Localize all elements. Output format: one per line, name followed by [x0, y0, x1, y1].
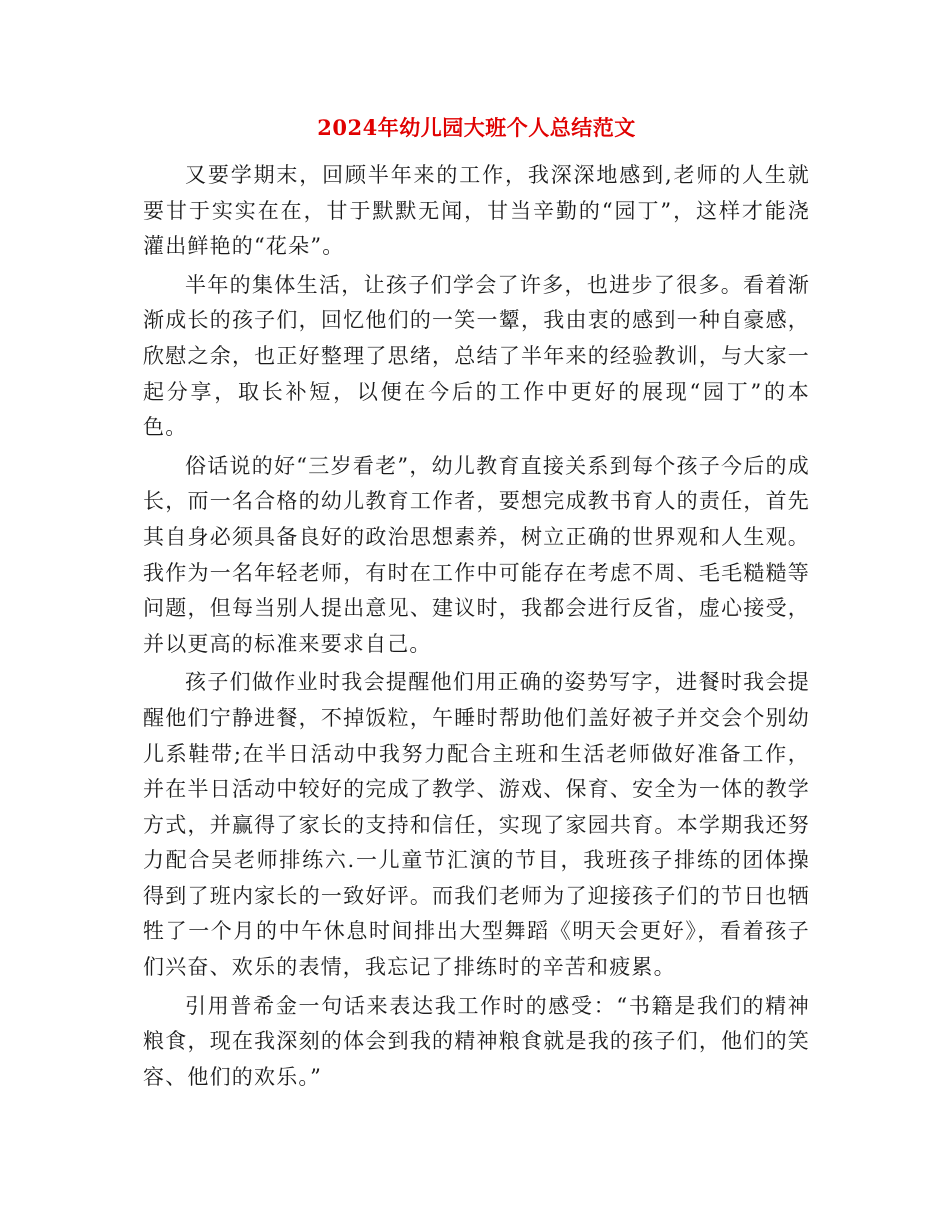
paragraph-3: 俗话说的好“三岁看老”，幼儿教育直接关系到每个孩子今后的成长，而一名合格的幼儿教育工作者，要想完成教书育人的责任，首先其自身必须具备良好的政治思想素养，树立正确的世界观和人生观。我作为一名年轻老师，有时在工作中可能存在考虑不周、毛毛糙糙等问题，但每当别人提出意见、建议时，我都会进行反省，虚心接受，并以更高的标准来要求自己。	[143, 453, 810, 656]
paragraph-2: 半年的集体生活，让孩子们学会了许多，也进步了很多。看着渐渐成长的孩子们，回忆他们的一笑一颦，我由衷的感到一种自豪感，欣慰之余，也正好整理了思绪，总结了半年来的经验教训，与大家一起分享，取长补短，以便在今后的工作中更好的展现“园丁”的本色。	[143, 272, 810, 440]
document-title: 2024年幼儿园大班个人总结范文	[317, 115, 636, 140]
paragraph-5: 引用普希金一句话来表达我工作时的感受：“书籍是我们的精神粮食，现在我深刻的体会到我的精神粮食就是我的孩子们，他们的笑容、他们的欢乐。”	[143, 993, 810, 1089]
paragraph-1: 又要学期末，回顾半年来的工作，我深深地感到,老师的人生就要甘于实实在在，甘于默默无闻，甘当辛勤的“园丁”，这样才能浇灌出鲜艳的“花朵”。	[143, 163, 810, 259]
paragraph-4: 孩子们做作业时我会提醒他们用正确的姿势写字，进餐时我会提醒他们宁静进餐，不掉饭粒，午睡时帮助他们盖好被子并交会个别幼儿系鞋带;在半日活动中我努力配合主班和生活老师做好准备工作，并在半日活动中较好的完成了教学、游戏、保育、安全为一体的教学方式，并赢得了家长的支持和信任，实现了家园共育。本学期我还努力配合吴老师排练六.一儿童节汇演的节目，我班孩子排练的团体操得到了班内家长的一致好评。而我们老师为了迎接孩子们的节日也牺牲了一个月的中午休息时间排出大型舞蹈《明天会更好》，看着孩子们兴奋、欢乐的表情，我忘记了排练时的辛苦和疲累。	[143, 670, 810, 980]
